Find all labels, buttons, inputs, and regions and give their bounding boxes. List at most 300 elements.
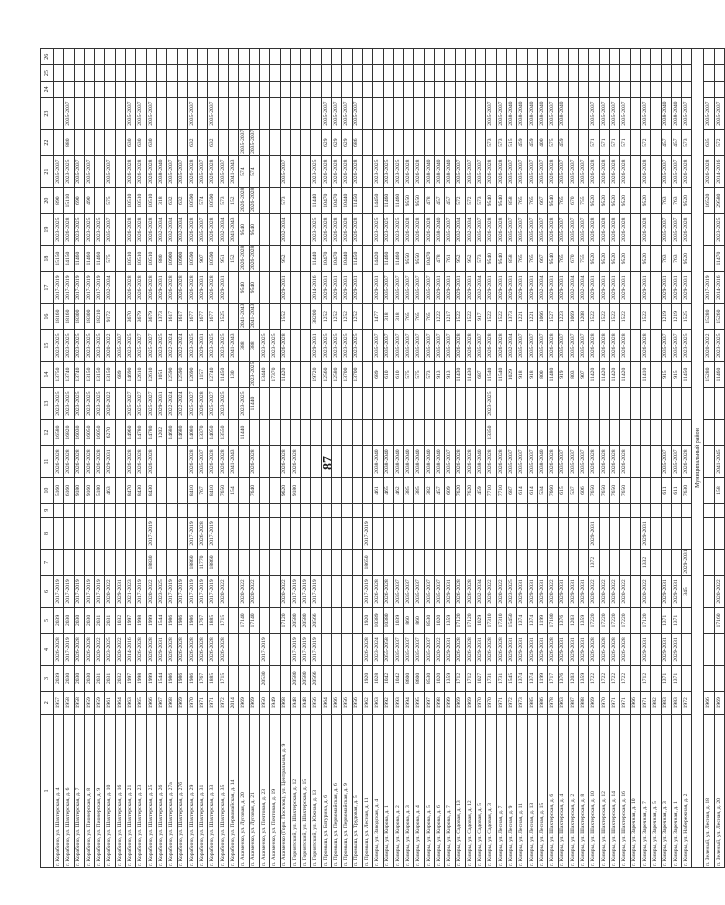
table-cell	[661, 503, 671, 517]
table-cell	[486, 517, 496, 549]
table-cell	[136, 65, 146, 81]
table-cell	[259, 155, 269, 187]
table-cell: 2026-2028	[548, 329, 558, 361]
table-cell	[342, 503, 352, 517]
table-cell: 611	[661, 478, 671, 504]
table-cell	[54, 81, 64, 97]
table-cell: 9520	[640, 188, 650, 214]
table-cell	[187, 65, 197, 81]
table-cell: 2026-2028	[54, 445, 64, 477]
table-cell	[651, 387, 661, 419]
table-cell: 3670	[126, 304, 136, 330]
table-row	[465, 49, 475, 868]
table-cell	[362, 478, 372, 504]
table-cell	[74, 130, 84, 156]
table-cell: 18830	[146, 550, 156, 576]
table-cell	[95, 503, 105, 517]
table-cell	[177, 81, 187, 97]
table-cell: 1966	[630, 691, 640, 714]
table-cell: 2017-2019	[362, 517, 372, 549]
table-cell: 2026-2028	[208, 445, 218, 477]
table-row	[54, 49, 64, 868]
table-cell	[704, 65, 714, 81]
table-cell	[599, 65, 609, 81]
table-cell	[74, 550, 84, 576]
table-cell: 10510	[136, 246, 146, 272]
table-cell: 2029-2031	[671, 271, 681, 303]
table-cell	[301, 49, 311, 65]
table-cell: 2035-2037	[476, 213, 486, 245]
address-cell: г. Кимры, ул. Заречная, д. 1	[671, 714, 681, 867]
table-cell: 9160	[84, 478, 94, 504]
table-cell	[373, 503, 383, 517]
table-cell: 2035-2037	[393, 329, 403, 361]
table-cell	[589, 65, 599, 81]
table-cell: 1969	[455, 691, 465, 714]
table-cell	[229, 608, 239, 634]
table-cell	[332, 387, 342, 419]
table-cell	[301, 188, 311, 214]
table-cell: 2035-2037	[146, 97, 156, 129]
table-cell: 20580	[290, 666, 300, 692]
table-cell	[332, 81, 342, 97]
table-cell: 2023-2025	[74, 213, 84, 245]
table-cell	[218, 550, 228, 576]
table-cell: 2035-2037	[208, 97, 218, 129]
address-cell: г. Корабино, ул. Шахтерская, д. 26	[156, 714, 166, 867]
table-cell: 573	[476, 188, 486, 214]
table-cell: 2026-2028	[146, 271, 156, 303]
table-cell: 1617	[167, 304, 177, 330]
table-cell: 2020-2022	[714, 575, 724, 607]
table-cell: 459	[476, 478, 486, 504]
table-cell: 858	[507, 246, 517, 272]
table-cell: 2029-2031	[311, 329, 321, 361]
table-cell: 2017-2019	[177, 575, 187, 607]
table-cell	[486, 49, 496, 65]
table-cell: 2038-2040	[517, 97, 527, 129]
table-cell: 130	[229, 362, 239, 388]
table-cell: 2029-2031	[476, 633, 486, 665]
table-cell	[548, 503, 558, 517]
table-cell	[651, 304, 661, 330]
table-cell: 2017-2019	[704, 271, 714, 303]
table-cell: 2026-2028	[136, 633, 146, 665]
column-number: 4	[41, 633, 54, 665]
table-cell: 14680	[167, 420, 177, 446]
address-cell: п. Акименко, ул. Луговая, д. 21	[249, 714, 259, 867]
table-cell	[218, 517, 228, 549]
column-number: 5	[41, 608, 54, 634]
table-cell	[115, 246, 125, 272]
table-cell: 9540	[486, 246, 496, 272]
table-cell	[115, 81, 125, 97]
table-cell	[332, 420, 342, 446]
section-row	[692, 49, 704, 868]
table-cell: 9540	[249, 271, 259, 303]
table-cell	[714, 633, 724, 665]
table-cell	[280, 550, 290, 576]
table-cell: 1722	[620, 666, 630, 692]
table-cell	[105, 517, 115, 549]
table-cell	[311, 503, 321, 517]
table-cell: 1203	[568, 666, 578, 692]
table-cell	[393, 550, 403, 576]
table-cell	[476, 387, 486, 419]
table-cell: 2038-2040	[393, 445, 403, 477]
table-cell	[321, 575, 331, 607]
table-cell	[177, 503, 187, 517]
address-cell: г. Корабино, ул. Пионерская, д. 8	[84, 714, 94, 867]
table-cell	[465, 550, 475, 576]
table-cell	[404, 97, 414, 129]
table-cell	[640, 503, 650, 517]
table-cell	[704, 387, 714, 419]
table-cell	[455, 81, 465, 97]
table-cell	[630, 304, 640, 330]
table-cell: 1964	[115, 691, 125, 714]
table-cell: 1950	[259, 691, 269, 714]
table-cell: 382	[424, 478, 434, 504]
table-cell	[156, 517, 166, 549]
table-cell: 14680	[177, 420, 187, 446]
table-cell: 2020-2022	[146, 575, 156, 607]
table-cell: 20580	[301, 608, 311, 634]
table-cell: 2014-2016	[126, 633, 136, 665]
table-row	[507, 49, 517, 868]
table-cell: 3679	[136, 304, 146, 330]
table-cell	[95, 97, 105, 129]
table-cell	[362, 213, 372, 245]
table-cell: 2029-2031	[156, 271, 166, 303]
table-cell	[537, 81, 547, 97]
table-cell: 2026-2028	[54, 633, 64, 665]
table-cell: 18160	[54, 304, 64, 330]
table-cell: 2029-2031	[568, 633, 578, 665]
table-cell: 2029-2031	[445, 575, 455, 607]
table-cell	[383, 97, 393, 129]
table-cell	[589, 81, 599, 97]
table-cell	[714, 503, 724, 517]
address-cell: г. Кимры, ул. Шахтерская, д. 10	[589, 714, 599, 867]
table-cell: 2026-2028	[465, 445, 475, 477]
address-cell: г. Корабино, ул. Шахтерская, д. 29	[187, 714, 197, 867]
table-cell: 9520	[589, 188, 599, 214]
table-cell: 2020-2022	[249, 575, 259, 607]
table-cell	[383, 503, 393, 517]
table-cell: 20566	[311, 608, 321, 634]
table-cell: 2030	[64, 608, 74, 634]
table-cell: 17310	[496, 608, 506, 634]
table-cell	[671, 503, 681, 517]
address-cell: г. Кимры, ул. Лесная, д. 13	[527, 714, 537, 867]
table-cell	[280, 65, 290, 81]
table-cell: 2035-2037	[620, 97, 630, 129]
table-cell: 952	[455, 246, 465, 272]
table-cell: 7660	[548, 478, 558, 504]
table-cell	[229, 420, 239, 446]
table-cell	[115, 65, 125, 81]
table-cell	[321, 633, 331, 665]
table-cell: 2035-2037	[198, 445, 208, 477]
table-cell	[579, 49, 589, 65]
table-cell: 1373	[507, 304, 517, 330]
table-cell: 1252	[352, 304, 362, 330]
table-cell: 2035-2037	[507, 155, 517, 187]
table-cell	[404, 550, 414, 576]
column-number: 15	[41, 329, 54, 361]
table-cell	[496, 65, 506, 81]
table-cell	[311, 130, 321, 156]
table-cell	[126, 517, 136, 549]
table-cell	[177, 445, 187, 477]
table-cell: 12740	[208, 362, 218, 388]
table-cell	[517, 503, 527, 517]
table-cell	[198, 97, 208, 129]
table-cell	[115, 503, 125, 517]
table-cell: 2038-2040	[671, 97, 681, 129]
table-cell: 14690	[126, 362, 136, 388]
address-cell: г. Корабино, ул. Шахтерская, д. 35	[218, 714, 228, 867]
address-cell: г. Корабино, ул. Шахтерская, д. 10	[105, 714, 115, 867]
table-cell: 573	[486, 130, 496, 156]
table-cell: 2029-2031	[486, 271, 496, 303]
table-cell	[270, 271, 280, 303]
table-cell: 689	[115, 362, 125, 388]
address-cell: п. Зеленый, ул. Лесная, д. 18	[704, 714, 714, 867]
table-cell: 2026-2028	[126, 271, 136, 303]
table-cell: 2035-2037	[84, 155, 94, 187]
table-cell: 1042	[393, 666, 403, 692]
table-row	[517, 49, 527, 868]
table-cell: 10900	[177, 246, 187, 272]
table-cell	[259, 213, 269, 245]
table-cell	[249, 81, 259, 97]
table-cell: 10510	[126, 188, 136, 214]
table-cell	[270, 503, 280, 517]
table-cell: 478	[424, 188, 434, 214]
table-cell: 1522	[486, 304, 496, 330]
table-cell	[704, 49, 714, 65]
table-cell: 2026-2028	[321, 155, 331, 187]
table-cell	[332, 503, 342, 517]
table-row	[301, 49, 311, 868]
table-cell: 2035-2037	[579, 329, 589, 361]
table-cell	[445, 503, 455, 517]
table-cell: 2035-2037	[404, 575, 414, 607]
table-cell: 2026-2028	[187, 633, 197, 665]
table-cell	[280, 517, 290, 549]
table-cell: 2038-2040	[527, 97, 537, 129]
table-cell: 573	[476, 246, 486, 272]
table-cell: 1959	[95, 691, 105, 714]
table-cell: 2035-2037	[507, 213, 517, 245]
table-cell: 858	[507, 188, 517, 214]
table-cell: 2020-2022	[280, 575, 290, 607]
table-cell: 2022-2024	[177, 387, 187, 419]
table-cell	[156, 49, 166, 65]
table-cell: 2035-2037	[527, 445, 537, 477]
table-cell	[321, 550, 331, 576]
table-cell	[599, 550, 609, 576]
table-cell: 2017-2019	[208, 517, 218, 549]
table-cell	[651, 478, 661, 504]
table-cell: 2026-2028	[342, 155, 352, 187]
table-cell: 765	[517, 246, 527, 272]
table-cell	[414, 49, 424, 65]
table-cell	[352, 478, 362, 504]
table-cell: 1986	[167, 608, 177, 634]
table-cell: 2026-2028	[249, 188, 259, 214]
table-cell	[177, 517, 187, 549]
table-cell: 1522	[496, 304, 506, 330]
table-cell: 10900	[167, 246, 177, 272]
table-cell: 11420	[610, 362, 620, 388]
table-cell	[342, 49, 352, 65]
table-cell: 1920	[362, 666, 372, 692]
table-cell	[54, 130, 64, 156]
table-cell: 2023-2025	[682, 329, 692, 361]
table-cell	[414, 65, 424, 81]
table-cell: 13740	[74, 362, 84, 388]
table-cell: 2025-2027	[126, 387, 136, 419]
address-cell: п. Акименко, ул. Почтовая, д. 19	[270, 714, 280, 867]
table-cell	[465, 65, 475, 81]
table-cell: 1958	[64, 691, 74, 714]
table-cell: 2026-2028	[321, 213, 331, 245]
table-cell: 2014-2016	[714, 155, 724, 187]
table-cell	[651, 213, 661, 245]
table-cell: 2022-2024	[177, 329, 187, 361]
table-cell	[321, 81, 331, 97]
table-cell: 1371	[671, 666, 681, 692]
table-cell	[445, 420, 455, 446]
table-cell	[115, 213, 125, 245]
table-cell	[321, 445, 331, 477]
table-cell: 2035-2037	[661, 213, 671, 245]
table-cell: 2035-2037	[496, 97, 506, 129]
table-cell: 2035-2037	[434, 329, 444, 361]
address-cell: г. Кимры, ул. Садовая, д. 3	[486, 714, 496, 867]
table-cell: 2026-2028	[64, 445, 74, 477]
table-cell	[84, 130, 94, 156]
table-cell: 2038-2040	[434, 445, 444, 477]
table-cell	[568, 387, 578, 419]
table-cell	[249, 420, 259, 446]
table-cell	[239, 97, 249, 129]
table-cell: 12590	[177, 362, 187, 388]
table-cell	[517, 49, 527, 65]
table-cell	[434, 387, 444, 419]
address-cell: г. Кимры, ул. Шахтерская, д. 12	[599, 714, 609, 867]
table-cell	[321, 478, 331, 504]
table-cell: 667	[537, 246, 547, 272]
table-cell: 765	[558, 188, 568, 214]
table-cell: 687	[507, 478, 517, 504]
table-cell	[465, 130, 475, 156]
table-cell	[714, 420, 724, 446]
table-cell: 2035-2037	[54, 155, 64, 187]
table-cell: 1986	[177, 608, 187, 634]
table-cell: 2035-2037	[476, 155, 486, 187]
table-cell	[352, 81, 362, 97]
table-cell: 13550	[218, 420, 228, 446]
table-cell: 609	[445, 478, 455, 504]
table-cell	[414, 517, 424, 549]
table-cell: 2041-2043	[229, 329, 239, 361]
table-cell	[239, 445, 249, 477]
table-cell	[661, 387, 671, 419]
table-row	[167, 49, 177, 868]
table-row	[393, 49, 403, 868]
table-cell: 667	[537, 188, 547, 214]
table-cell	[640, 420, 650, 446]
table-cell: 2035-2037	[599, 97, 609, 129]
table-cell	[332, 633, 342, 665]
table-cell: 2026-2028	[599, 213, 609, 245]
table-row	[568, 49, 578, 868]
table-cell	[507, 65, 517, 81]
table-cell	[465, 420, 475, 446]
table-cell	[714, 81, 724, 97]
table-cell: 2029-2031	[115, 575, 125, 607]
table-cell	[610, 387, 620, 419]
table-cell	[156, 130, 166, 156]
table-cell: 2026-2028	[414, 213, 424, 245]
table-cell: 18860	[208, 550, 218, 576]
table-cell: 8470	[126, 478, 136, 504]
table-cell: 10590	[208, 188, 218, 214]
table-cell: 2026-2028	[126, 445, 136, 477]
table-cell	[527, 550, 537, 576]
table-cell: 2020-2022	[434, 633, 444, 665]
table-cell: 1767	[198, 608, 208, 634]
table-cell	[74, 97, 84, 129]
table-cell: 2023-2025	[105, 633, 115, 665]
table-cell	[54, 503, 64, 517]
table-cell: 2031	[95, 608, 105, 634]
table-cell: 1972	[218, 691, 228, 714]
table-cell: 913	[445, 362, 455, 388]
table-cell: 2029-2031	[373, 271, 383, 303]
table-cell: 15110	[64, 188, 74, 214]
table-cell: 690	[74, 188, 84, 214]
table-cell	[496, 387, 506, 419]
table-cell	[704, 213, 714, 245]
table-cell	[290, 362, 300, 388]
table-cell	[342, 387, 352, 419]
table-cell: 2023-2025	[393, 155, 403, 187]
table-cell: 1986	[537, 691, 547, 714]
table-cell: 9550	[414, 188, 424, 214]
address-cell: г. Корабино, ул. Шахтерская, д. 7	[74, 714, 84, 867]
table-cell: 2023-2025	[156, 329, 166, 361]
table-cell	[630, 387, 640, 419]
table-cell: 2026-2028	[373, 575, 383, 607]
table-cell: 461	[373, 478, 383, 504]
table-cell: 1722	[599, 666, 609, 692]
table-cell	[259, 517, 269, 549]
table-cell: 2035-2037	[579, 213, 589, 245]
table-cell: 629	[332, 130, 342, 156]
table-cell	[651, 445, 661, 477]
table-cell	[311, 420, 321, 446]
table-cell	[311, 65, 321, 81]
table-cell	[714, 65, 724, 81]
table-cell: 2026-2028	[599, 633, 609, 665]
table-cell: 2026-2028	[218, 445, 228, 477]
address-cell: г. Кимры, ул. Лесная, д. 11	[517, 714, 527, 867]
